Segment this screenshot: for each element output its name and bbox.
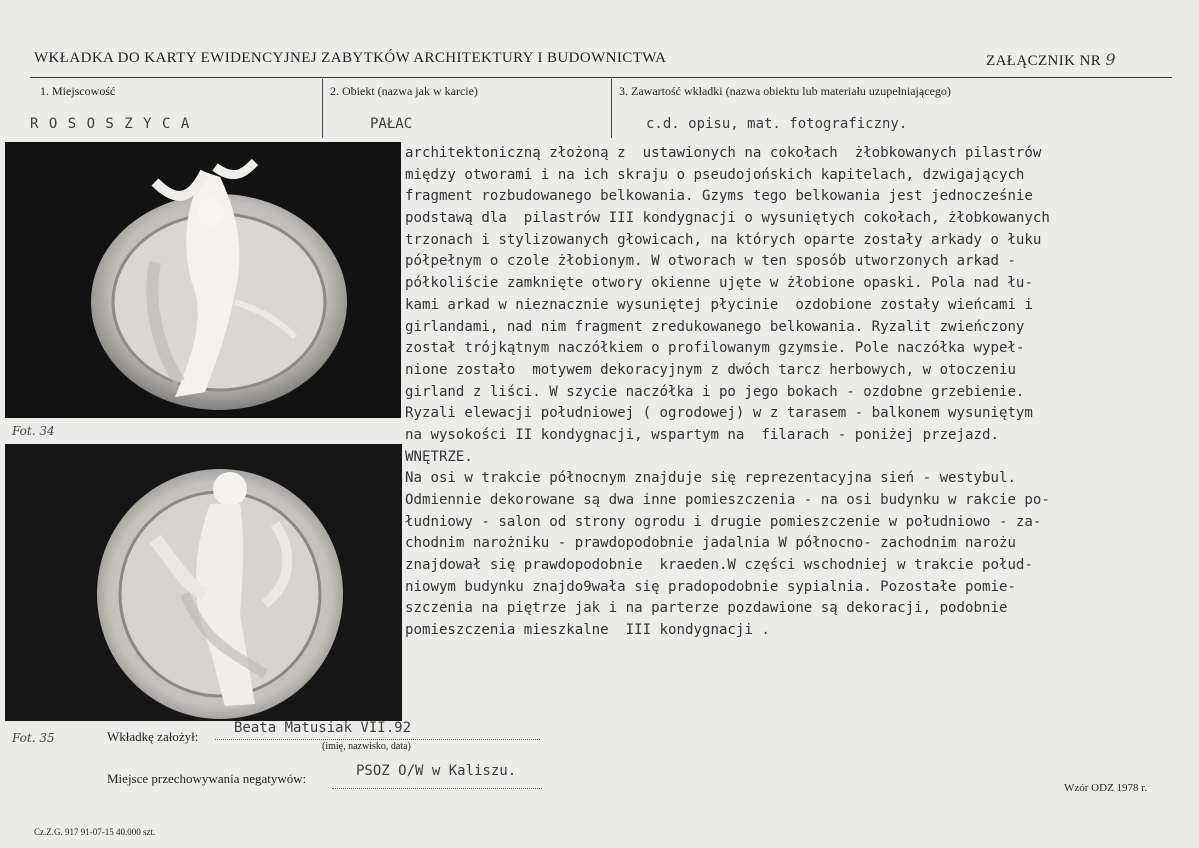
text-line: szczenia na piętrze jak i na parterze pozdawione są dekoracji, podobnie bbox=[405, 600, 1008, 617]
text-line: między otworami i na ich skraju o pseudojońskich kapitelach, dzwigających bbox=[405, 166, 1025, 183]
text-line: chodnim narożniku - prawdopodobnie jadalnia W północno- zachodnim narożu bbox=[405, 535, 1016, 552]
field-2-value: PAŁAC bbox=[370, 116, 413, 132]
text-line: WNĘTRZE. bbox=[405, 448, 473, 465]
field-2-label: 2. Obiekt (nazwa jak w karcie) bbox=[330, 84, 478, 98]
print-info: Cz.Z.G. 917 91-07-15 40.000 szt. bbox=[34, 827, 156, 837]
description-text bbox=[405, 143, 1195, 642]
text-line: podstawą dla pilastrów III kondygnacji o wysuniętych cokołach, żłobkowanych bbox=[405, 210, 1050, 227]
author-hint: (imię, nazwisko, data) bbox=[322, 741, 411, 752]
attachment-label bbox=[986, 50, 1116, 70]
text-line: Na osi w trakcie północnym znajduje się reprezentacyjna sień - westybul. bbox=[405, 470, 1016, 487]
author-label: Wkładkę założył: bbox=[107, 729, 199, 744]
photo-1-caption: Fot. 34 bbox=[12, 424, 55, 438]
text-line: kami arkad w nieznacznie wysuniętej płycinie ozdobione zostały wieńcami i bbox=[405, 296, 1033, 313]
text-line: girland z liści. W szycie naczółka i po jego bokach - ozdobne grzebienie. bbox=[405, 383, 1025, 400]
text-line: Odmiennie dekorowane są dwa inne pomieszczenia - na osi budynku w rakcie po- bbox=[405, 492, 1050, 508]
field-3-value: c.d. opisu, mat. fotograficzny. bbox=[646, 116, 908, 132]
author-dotted-line bbox=[215, 739, 540, 740]
author-value: Beata Matusiak VII.92 bbox=[234, 720, 412, 736]
text-line: girlandami, nad nim fragment zredukowanego belkowania. Ryzalit zwieńczony bbox=[405, 318, 1025, 335]
text-line: Ryzali elewacji południowej ( ogrodowej) w z tarasem - balkonem wysuniętym bbox=[405, 405, 1033, 422]
column-divider-1 bbox=[322, 79, 323, 138]
text-line: półkoliście zamknięte otwory okienne ujęte w żłobione opaski. Pola nad łu- bbox=[405, 275, 1033, 292]
storage-value: PSOZ O/W w Kaliszu. bbox=[356, 763, 517, 779]
text-line: nione zostało motywem dekoracyjnym z dwóch tarcz herbowych, w otoczeniu bbox=[405, 361, 1016, 378]
form-model: Wzór ODZ 1978 r. bbox=[1064, 782, 1148, 794]
text-line: fragment rozbudowanego belkowania. Gzyms tego belkowania jest jednocześnie bbox=[405, 188, 1033, 205]
header-rule bbox=[30, 77, 1172, 78]
text-line: łudniowy - salon od strony ogrodu i drugie pomieszczenie w południowo - za- bbox=[405, 513, 1042, 530]
text-line: został trójkątnym naczółkiem o profilowanym gzymsie. Pole naczółka wypeł- bbox=[405, 340, 1025, 357]
attachment-number: 9 bbox=[1105, 50, 1116, 69]
photo-2-caption: Fot. 35 bbox=[12, 731, 55, 745]
text-line: na wysokości II kondygnacji, wspartym na filarach - poniżej przejazd. bbox=[405, 426, 999, 443]
storage-label: Miejsce przechowywania negatywów: bbox=[107, 771, 307, 786]
text-line: architektoniczną złożoną z ustawionych na cokołach żłobkowanych pilastrów bbox=[405, 145, 1042, 161]
text-line: półpełnym o czole żłobionym. W otworach w ten sposób utworzonych arkad - bbox=[405, 253, 1016, 270]
text-line: pomieszczenia mieszkalne III kondygnacji . bbox=[405, 622, 770, 639]
attachment-label-text: ZAŁĄCZNIK NR bbox=[986, 53, 1102, 69]
photo-relief-medallion-2 bbox=[5, 444, 402, 721]
field-1-value: R O S O S Z Y C A bbox=[30, 116, 191, 132]
photo-relief-medallion-1 bbox=[5, 142, 401, 418]
field-3-label: 3. Zawartość wkładki (nazwa obiektu lub materiału uzupełniającego) bbox=[619, 84, 951, 98]
text-line: niowym budynku znajdo9wała się pradopodobnie sypialnia. Pozostałe pomie- bbox=[405, 578, 1016, 595]
column-divider-2 bbox=[611, 79, 612, 138]
text-line: trzonach i stylizowanych głowicach, na których oparte zostały arkady o łuku bbox=[405, 231, 1042, 248]
storage-dotted-line bbox=[332, 788, 542, 789]
text-line: znajdował się prawdopodobnie kraeden.W części wschodniej w trakcie połud- bbox=[405, 557, 1033, 574]
form-title: WKŁADKA DO KARTY EWIDENCYJNEJ ZABYTKÓW ARCHITEKTURY I BUDOWNICTWA bbox=[34, 50, 667, 66]
field-1-label: 1. Miejscowość bbox=[40, 84, 116, 98]
